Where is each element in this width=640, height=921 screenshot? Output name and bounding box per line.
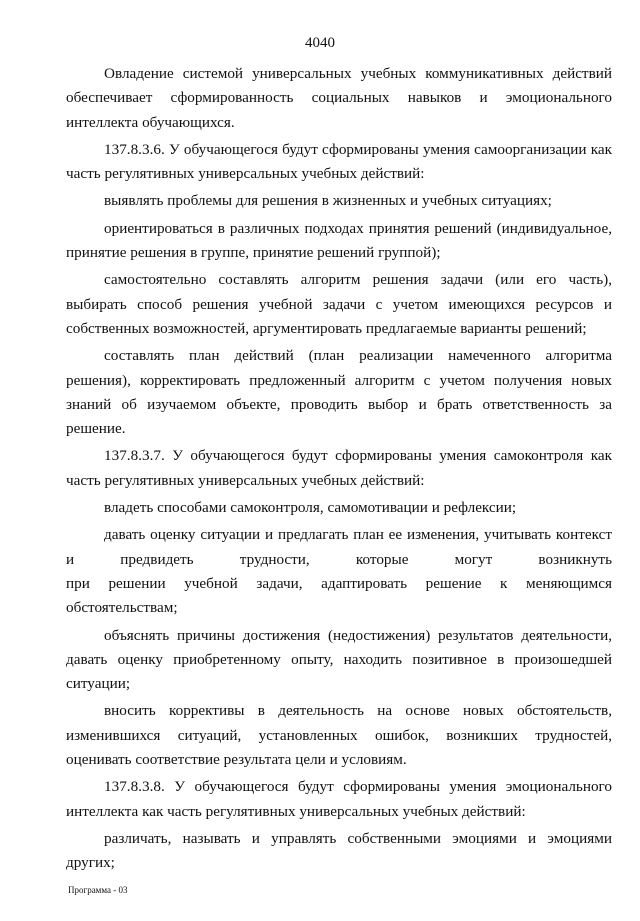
list-item-emotions: различать, называть и управлять собственными эмоциями и эмоциями других;	[66, 829, 612, 872]
line-adapt-solution: при решении учебной задачи, адаптировать решение к меняющимся обстоятельствам;	[66, 574, 612, 617]
footer-program-label: Программа - 03	[68, 885, 128, 895]
page-number: 4040	[305, 35, 335, 51]
line-foresee-difficulties: и предвидеть трудности, которые могут возникнуть	[66, 550, 612, 568]
list-item-self-control-methods: владеть способами самоконтроля, самомотивации и рефлексии;	[104, 499, 517, 517]
list-item-algorithm: самостоятельно составлять алгоритм решения задачи (или его часть), выбирать способ решения учебной задачи с учетом имеющихся ресурсов и собственных возможностей, аргументировать предлагаемые варианты решений;	[66, 271, 612, 337]
document-body	[66, 62, 612, 876]
paragraph-communicative-actions: Овладение системой универсальных учебных коммуникативных действий обеспечивает сформированность социальных навыков и эмоционального интеллекта обучающихся.	[66, 65, 612, 131]
list-item-identify-problems: выявлять проблемы для решения в жизненных и учебных ситуациях;	[104, 192, 552, 210]
list-item-explain-results: объяснять причины достижения (недостижения) результатов деятельности, давать оценку приобретенному опыту, находить позитивное в произошедшей ситуации;	[66, 626, 612, 693]
paragraph-137-8-3-7: 137.8.3.7. У обучающегося будут сформированы умения самоконтроля как часть регулятивных универсальных учебных действий:	[66, 447, 612, 489]
list-item-make-corrections: вносить коррективы в деятельность на основе новых обстоятельств, изменившихся ситуаций, установленных ошибок, возникших трудностей, оценивать соответствие результата цели и условиям.	[66, 702, 612, 769]
paragraph-137-8-3-6: 137.8.3.6. У обучающегося будут сформированы умения самоорганизации как часть регулятивных универсальных учебных действий:	[66, 140, 612, 183]
list-item-assess-situation: давать оценку ситуации и предлагать план ее изменения, учитывать контекст	[104, 526, 612, 544]
list-item-decision-approaches: ориентироваться в различных подходах принятия решений (индивидуальное, принятие решения в группе, принятие решений группой);	[66, 219, 612, 262]
list-item-action-plan: составлять план действий (план реализации намеченного алгоритма решения), корректировать предложенный алгоритм с учетом получения новых знаний об изучаемом объекте, проводить выбор и брать ответственность за решение.	[66, 347, 612, 438]
paragraph-137-8-3-8: 137.8.3.8. У обучающегося будут сформированы умения эмоционального интеллекта как часть регулятивных универсальных учебных действий:	[66, 778, 612, 820]
